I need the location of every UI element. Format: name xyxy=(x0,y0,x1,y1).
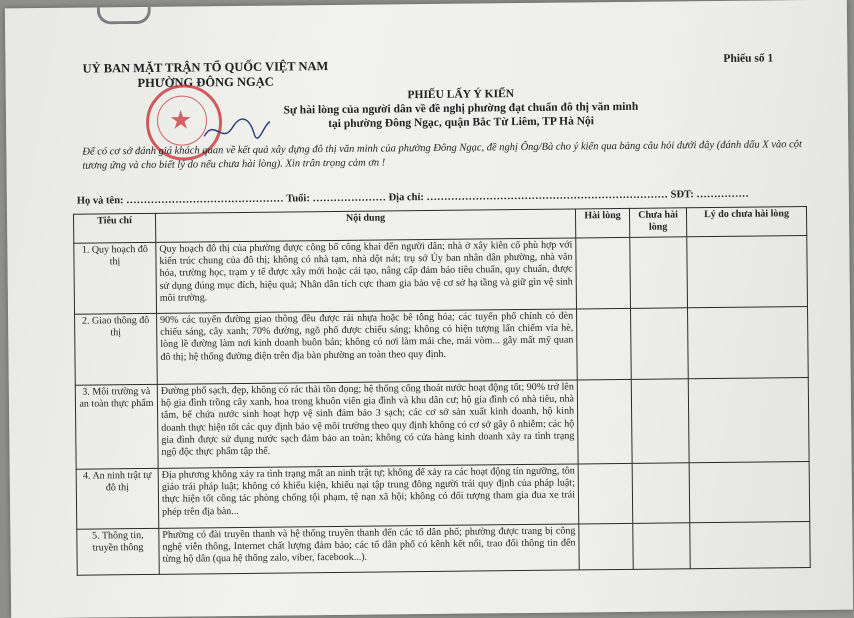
satisfied-cell[interactable] xyxy=(578,463,633,524)
not-satisfied-cell[interactable] xyxy=(631,379,689,464)
header-not-satisfied: Chưa hài lòng xyxy=(629,208,686,238)
header-reason: Lý do chưa hài lòng xyxy=(686,207,806,237)
satisfied-cell[interactable] xyxy=(579,523,633,570)
satisfied-cell[interactable] xyxy=(577,379,632,464)
criterion-cell: 5. Thông tin, truyền thông xyxy=(77,528,159,575)
sheet-number: Phiếu số 1 xyxy=(723,52,774,65)
satisfied-cell[interactable] xyxy=(576,237,631,309)
content-cell: 90% các tuyến đường giao thông đều được rải nhựa hoặc bê tông hóa; các tuyến phố chính có đèn chiếu sáng, cây xanh; 70% đường, ngõ phố được chiếu sáng; không có hiện tượng lấn chiếm vỉa hè, lòng lề đường làm nơi kinh doanh buôn bán; không có nơi làm mái che, mái vòm... gây mất mỹ quan đô thị; hệ thống đường điện trên địa bàn phường an toàn theo quy định. xyxy=(157,309,578,384)
criterion-cell: 2. Giao thông đô thị xyxy=(75,313,158,385)
not-satisfied-cell[interactable] xyxy=(630,237,688,309)
table-row xyxy=(75,307,809,386)
reason-cell[interactable] xyxy=(688,307,809,379)
satisfied-cell[interactable] xyxy=(577,308,632,380)
criterion-cell: 4. An ninh trật tự đô thị xyxy=(76,468,159,529)
table-row xyxy=(76,462,810,530)
not-satisfied-cell[interactable] xyxy=(631,308,689,380)
survey-table xyxy=(73,206,811,576)
paper-clip-icon xyxy=(97,7,151,25)
criterion-cell: 1. Quy hoạch đô thị xyxy=(74,242,157,314)
criterion-cell: 3. Môi trường và an toàn thực phẩm xyxy=(75,384,158,469)
content-cell: Địa phương không xảy ra tình trạng mất an ninh trật tự; không để xảy ra các hoạt động tín ngưỡng, tôn giáo trái pháp luật; không có khiếu kiện, khiếu nại tập trung đông người trái quy định của pháp luật; thực hiện tốt công tác phòng chống tội phạm, tệ nạn xã hội; không có đối tượng tham gia đua xe trái phép trên địa bàn... xyxy=(158,464,579,528)
name-field[interactable]: Họ và tên: ……………………………………… xyxy=(76,193,284,207)
agency-line-2: PHƯỜNG ĐÔNG NGẠC xyxy=(137,74,274,91)
reason-cell[interactable] xyxy=(690,522,810,569)
table-row xyxy=(77,522,810,576)
content-cell: Phường có đài truyền thanh và hệ thống truyền thanh đến các tổ dân phố; phường được trang bị công nghệ viễn thông, Internet chất lượng đảm bảo; các tổ dân phố có kênh kết nối, trao đổi thông tin đến từng hộ dân (qua hệ thống zalo, viber, facebook...). xyxy=(159,524,579,574)
content-cell: Đường phố sạch, đẹp, không có rác thải tồn đọng; hệ thống cống thoát nước hoạt động tốt; 90% trở lên hộ gia đình trồng cây xanh, hoa trong khuôn viên gia đình và khu dân cư; hộ gia đình có nhà tiêu, nhà tắm, bể chứa nước sinh hoạt hợp vệ sinh đảm bảo 3 sạch; các cơ sở sản xuất kinh doanh, hộ kinh doanh thực hiện tốt các quy định bảo vệ môi trường theo quy định không có cơ sở gây ô nhiễm; các hộ gia đình được sử dụng nước sạch đảm bảo an toàn; không có cửa hàng kinh doanh xảy ra tình trạng ngộ độc thực phẩm tập thể. xyxy=(157,380,578,468)
table-row xyxy=(74,236,808,315)
content-cell: Quy hoạch đô thị của phường được công bố công khai đến người dân; nhà ở xây kiên cố phù hợp với kiến trúc chung của đô thị; không có nhà tạm, nhà dột nát; trụ sở Ủy ban nhân dân phường, nhà văn hóa, trường học, trạm y tế được xây mới hoặc cải tạo, nâng cấp đảm bảo tiêu chuẩn, quy chuẩn, được sử dụng đúng mục đích, hiệu quả; Nhân dân tích cực tham gia bảo vệ cơ sở hạ tầng và giữ gìn vệ sinh môi trường. xyxy=(156,238,577,313)
reason-cell[interactable] xyxy=(688,378,809,463)
table-row xyxy=(75,378,809,470)
respondent-fields xyxy=(77,188,797,207)
survey-sheet xyxy=(5,0,853,618)
reason-cell[interactable] xyxy=(689,462,810,523)
header-satisfied: Hài lòng xyxy=(575,208,629,238)
issuing-agency xyxy=(75,59,335,92)
phone-field[interactable]: SĐT: …………… xyxy=(670,188,749,201)
age-field[interactable]: Tuổi: ………………… xyxy=(286,192,386,205)
intro-paragraph: Để có cơ sở đánh giá khách quan về kết quả xây dựng đô thị văn minh của phường Đông Ngạc, đề nghị Ông/Bà cho ý kiến qua bảng câu hỏi dưới đây (đánh dấu X vào cột tương ứng và cho biết lý do nếu chưa hài lòng). Xin trân trọng cảm ơn ! xyxy=(82,139,802,172)
document-title xyxy=(231,85,691,132)
title-subtitle-2: tại phường Đông Ngạc, quận Bắc Từ Liêm, TP Hà Nội xyxy=(328,115,594,131)
seal-star-icon: ★ xyxy=(168,105,193,135)
title-subtitle-1: Sự hài lòng của người dân về đề nghị phường đạt chuẩn đô thị văn minh xyxy=(283,100,639,117)
address-field[interactable]: Địa chỉ: …………………………………………………………… xyxy=(388,189,669,204)
header-content: Nội dung xyxy=(155,209,575,242)
not-satisfied-cell[interactable] xyxy=(633,523,690,570)
not-satisfied-cell[interactable] xyxy=(632,463,690,524)
reason-cell[interactable] xyxy=(687,236,808,308)
title-main: PHIẾU LẤY Ý KIẾN xyxy=(407,88,515,102)
header-criterion: Tiêu chí xyxy=(73,213,155,243)
agency-line-1: UỶ BAN MẶT TRẬN TỔ QUỐC VIỆT NAM xyxy=(82,59,329,76)
